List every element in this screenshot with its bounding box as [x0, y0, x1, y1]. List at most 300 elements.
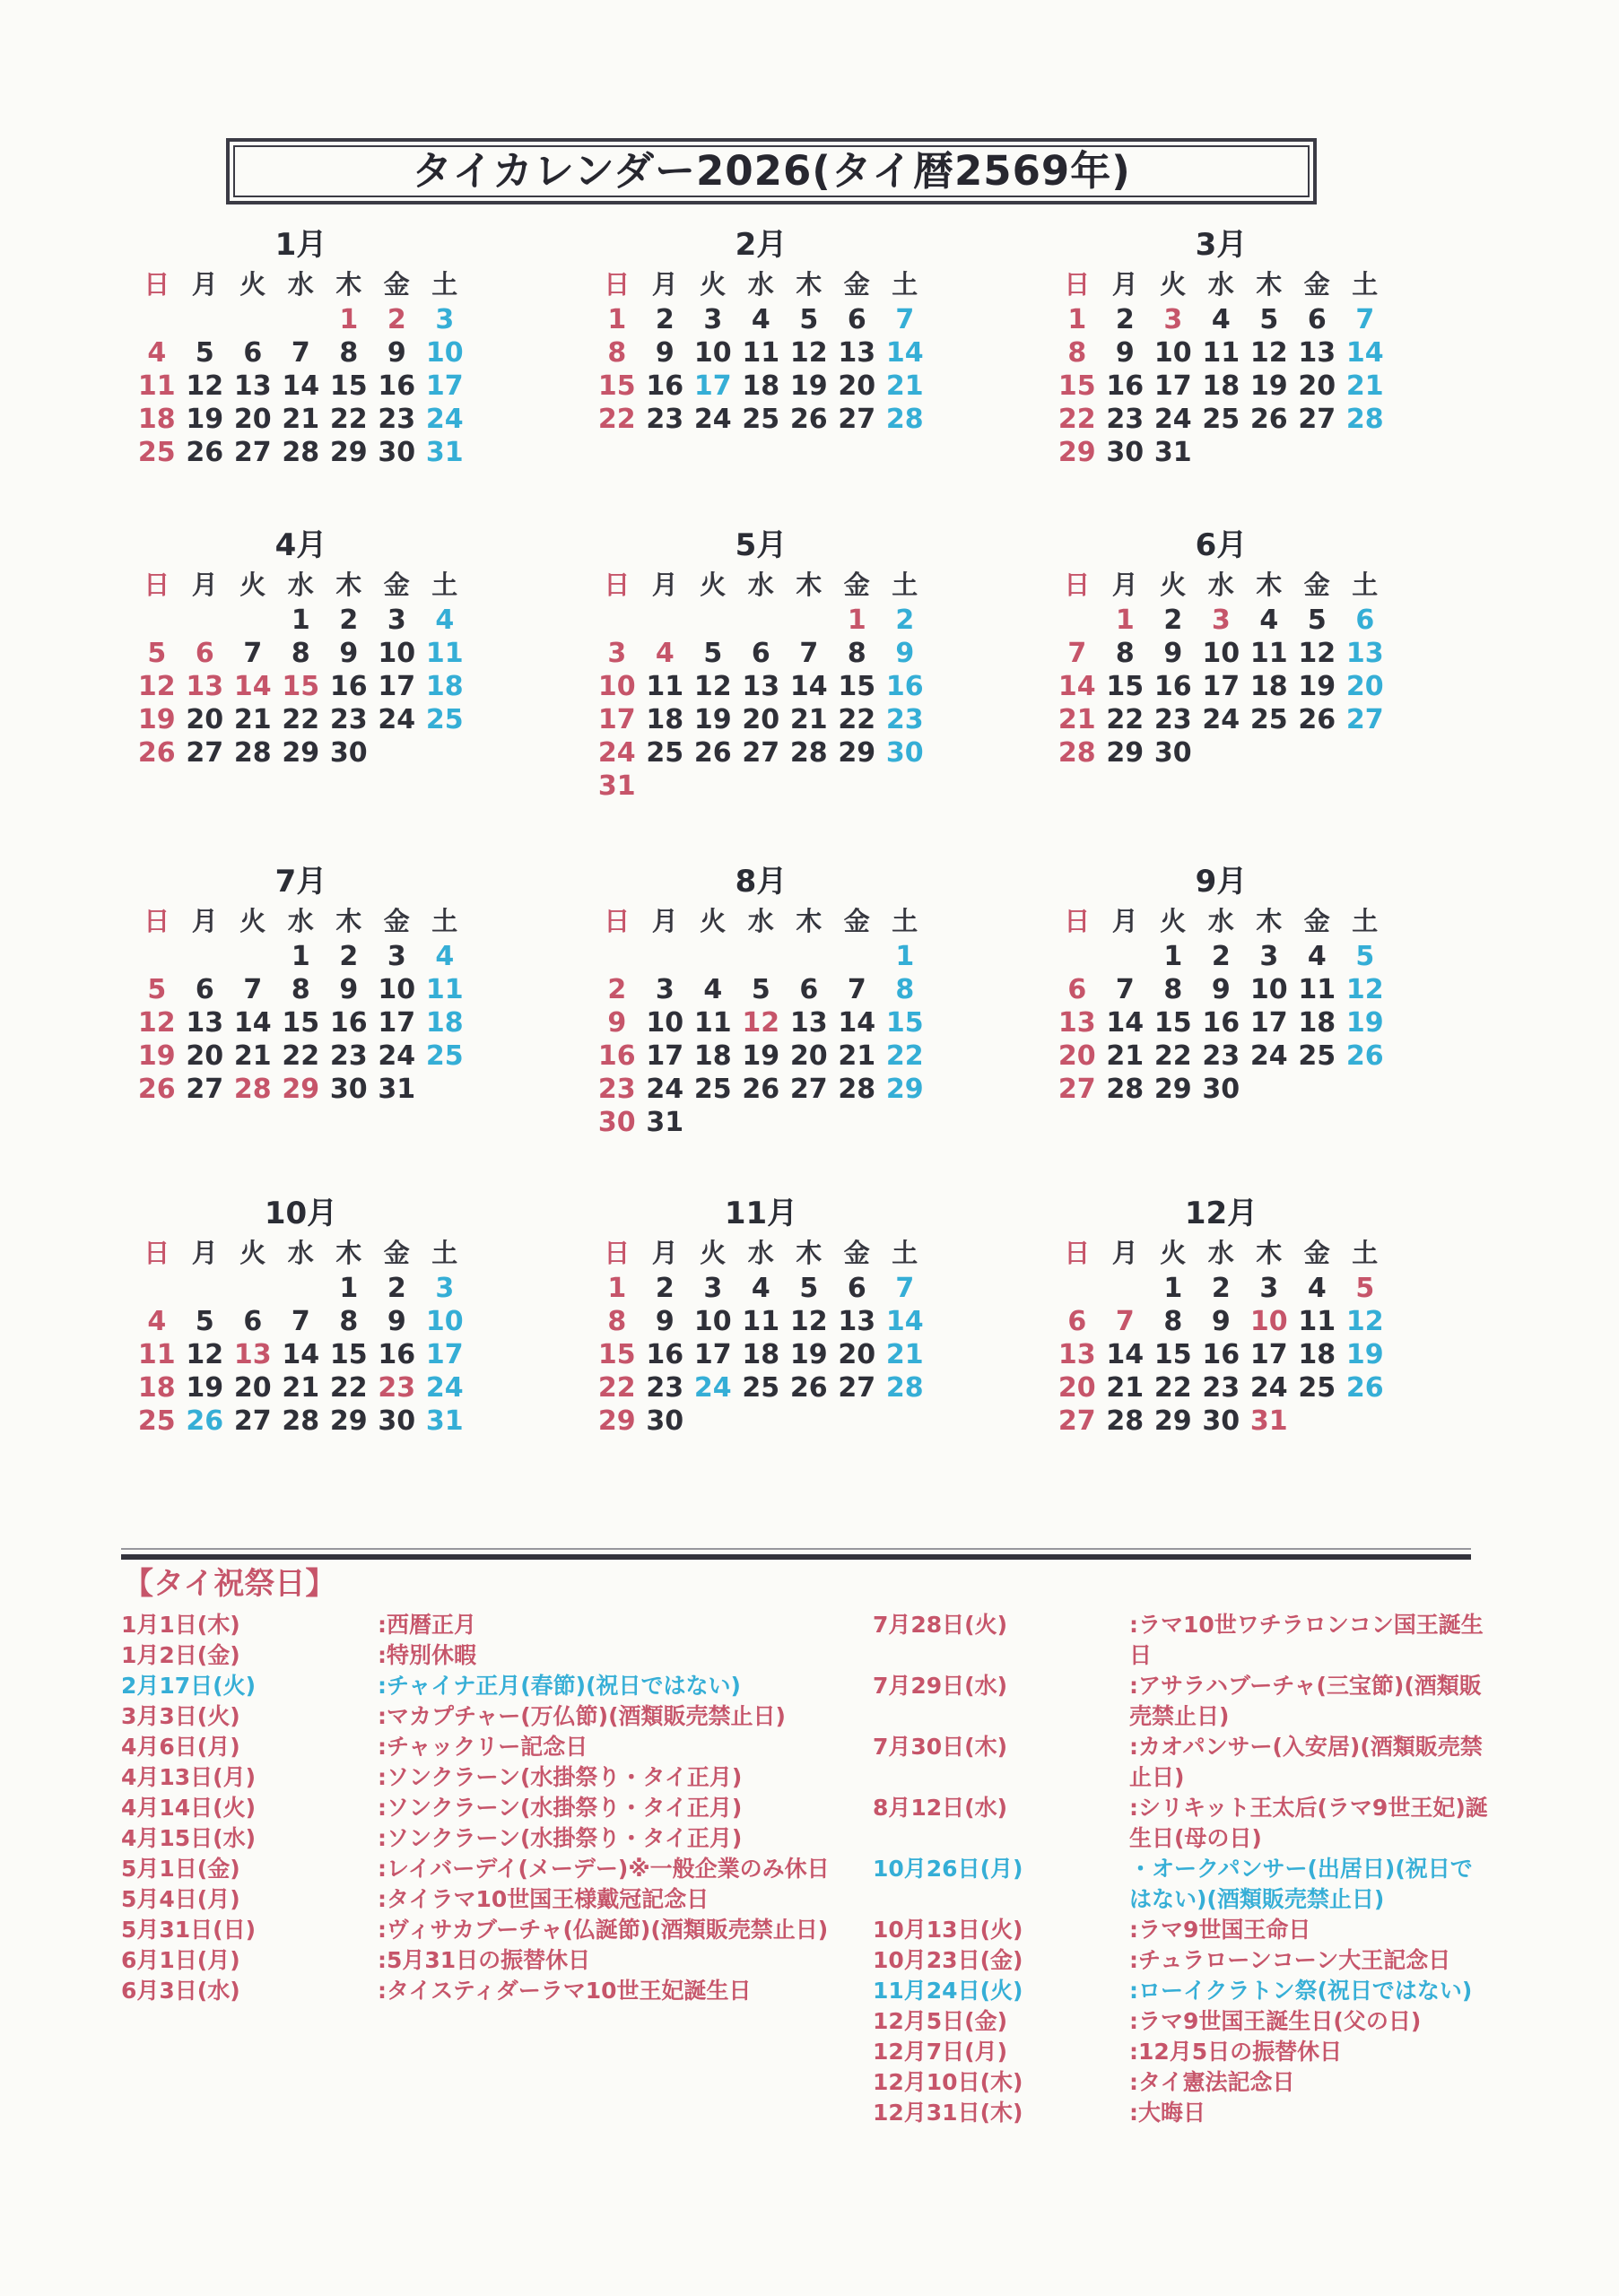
- day-cell: 12: [1298, 638, 1336, 669]
- day-cell: 14: [233, 1007, 272, 1039]
- day-cell: 9: [1115, 337, 1135, 369]
- day-cell: 5: [195, 337, 214, 369]
- weekday-label: 月: [651, 570, 678, 600]
- weekday-label: 木: [335, 906, 362, 936]
- day-cell: 24: [1202, 704, 1240, 735]
- day-cell: 8: [1163, 1306, 1183, 1337]
- day-cell: 8: [607, 337, 627, 369]
- week-row: [1053, 1073, 1389, 1106]
- day-cell: 6: [751, 638, 770, 669]
- day-cell: 7: [1115, 1306, 1135, 1337]
- holiday-description: :西暦正月: [378, 1612, 476, 1638]
- holiday-date: 7月29日(水): [873, 1673, 1008, 1699]
- weekday-label: 土: [1352, 906, 1379, 936]
- day-cell: 11: [425, 638, 464, 669]
- day-cell: 1: [895, 941, 915, 972]
- day-cell: 14: [1106, 1007, 1145, 1039]
- day-cell: 10: [1153, 337, 1192, 369]
- holiday-description: :特別休暇: [378, 1642, 476, 1668]
- week-row: [1053, 336, 1389, 370]
- weekday-label: 月: [191, 1238, 218, 1268]
- weekday-label: 月: [651, 269, 678, 300]
- holiday-item: [873, 2067, 1492, 2098]
- day-cell: 8: [1067, 337, 1087, 369]
- day-cell: 25: [1298, 1372, 1336, 1404]
- weekday-header-row: [593, 902, 929, 940]
- day-cell: 17: [1249, 1007, 1288, 1039]
- day-cell: 20: [838, 370, 876, 402]
- empty-cell: [785, 770, 833, 803]
- day-cell: 4: [435, 941, 455, 972]
- day-cell: 23: [378, 1372, 416, 1404]
- holiday-description: :5月31日の振替休日: [378, 1947, 591, 1973]
- empty-cell: [181, 604, 230, 637]
- empty-cell: [1341, 436, 1389, 469]
- day-cell: 27: [838, 1372, 876, 1404]
- week-row: [593, 604, 929, 637]
- page-title-box: [226, 138, 1317, 204]
- day-cell: 2: [1163, 604, 1183, 636]
- day-cell: 14: [1106, 1339, 1145, 1370]
- holiday-item: [121, 1732, 873, 1762]
- holiday-description: :チャイナ正月(春節)(祝日ではない): [378, 1673, 741, 1699]
- day-cell: 1: [1163, 941, 1183, 972]
- holiday-date: 4月13日(月): [121, 1764, 257, 1790]
- day-cell: 17: [597, 704, 636, 735]
- day-cell: 15: [597, 1339, 636, 1370]
- day-cell: 10: [693, 1306, 732, 1337]
- day-cell: 21: [1106, 1372, 1145, 1404]
- day-cell: 8: [1163, 974, 1183, 1005]
- day-cell: 22: [1153, 1040, 1192, 1072]
- day-cell: 14: [838, 1007, 876, 1039]
- day-cell: 25: [1202, 404, 1240, 435]
- day-cell: 22: [838, 704, 876, 735]
- day-cell: 30: [646, 1405, 684, 1437]
- weekday-label: 土: [431, 906, 458, 936]
- day-cell: 9: [1211, 974, 1231, 1005]
- weekday-label: 火: [1160, 906, 1187, 936]
- day-cell: 25: [742, 404, 780, 435]
- day-cell: 26: [742, 1074, 780, 1105]
- day-cell: 15: [1106, 671, 1145, 702]
- empty-cell: [785, 1405, 833, 1438]
- day-cell: 28: [1058, 737, 1096, 769]
- week-row: [1053, 1006, 1389, 1039]
- holiday-description: :大晦日: [1129, 2100, 1206, 2126]
- day-cell: 6: [799, 974, 819, 1005]
- day-cell: 27: [186, 1074, 224, 1105]
- month-name: 1月: [274, 227, 327, 263]
- holiday-date: 12月7日(月): [873, 2039, 1008, 2065]
- day-cell: 4: [1307, 1273, 1327, 1304]
- week-row: [593, 303, 929, 336]
- weekday-label: 月: [1111, 1238, 1138, 1268]
- month-name: 8月: [735, 864, 788, 900]
- empty-cell: [689, 770, 737, 803]
- day-cell: 28: [1345, 404, 1384, 435]
- day-cell: 28: [282, 437, 320, 468]
- holiday-item: [121, 1884, 873, 1915]
- day-cell: 19: [186, 1372, 224, 1404]
- empty-cell: [641, 770, 690, 803]
- day-cell: 18: [1249, 671, 1288, 702]
- day-cell: 28: [233, 1074, 272, 1105]
- weekday-label: 水: [287, 269, 314, 300]
- week-row: [1053, 670, 1389, 703]
- day-cell: 7: [291, 337, 310, 369]
- day-cell: 5: [1355, 941, 1375, 972]
- day-cell: 26: [186, 1405, 224, 1437]
- day-cell: 24: [1249, 1372, 1288, 1404]
- day-cell: 22: [329, 404, 368, 435]
- day-cell: 26: [693, 737, 732, 769]
- week-row: [1053, 1272, 1389, 1305]
- week-row: [593, 670, 929, 703]
- day-cell: 2: [655, 1273, 675, 1304]
- empty-cell: [1053, 604, 1101, 637]
- day-cell: 12: [186, 370, 224, 402]
- day-cell: 5: [1307, 604, 1327, 636]
- week-row: [133, 370, 469, 403]
- weekday-label: 月: [651, 906, 678, 936]
- day-cell: 27: [1058, 1074, 1096, 1105]
- day-cell: 16: [1106, 370, 1145, 402]
- months-grid: [133, 226, 1415, 1438]
- weekday-label: 火: [1160, 269, 1187, 300]
- weekday-label: 日: [1064, 269, 1091, 300]
- day-cell: 15: [838, 671, 876, 702]
- week-row: [133, 1006, 469, 1039]
- day-cell: 19: [1298, 671, 1336, 702]
- empty-cell: [833, 770, 882, 803]
- day-cell: 27: [233, 437, 272, 468]
- week-row: [1053, 436, 1389, 469]
- day-cell: 10: [425, 1306, 464, 1337]
- day-cell: 29: [282, 737, 320, 769]
- empty-cell: [1197, 736, 1246, 770]
- holiday-description: :ソンクラーン(水掛祭り・タイ正月): [378, 1795, 743, 1821]
- day-cell: 10: [1249, 974, 1288, 1005]
- holiday-description: :マカプチャー(万仏節)(酒類販売禁止日): [378, 1703, 786, 1729]
- day-cell: 20: [742, 704, 780, 735]
- holiday-date: 7月30日(木): [873, 1734, 1008, 1760]
- holiday-item: [873, 1671, 1492, 1732]
- day-cell: 6: [243, 1306, 263, 1337]
- weekday-label: 水: [287, 570, 314, 600]
- day-cell: 3: [1211, 604, 1231, 636]
- day-cell: 10: [425, 337, 464, 369]
- week-row: [593, 1272, 929, 1305]
- day-cell: 15: [282, 1007, 320, 1039]
- weekday-label: 木: [335, 1238, 362, 1268]
- day-cell: 30: [1202, 1405, 1240, 1437]
- day-cell: 15: [1153, 1007, 1192, 1039]
- day-cell: 25: [137, 437, 176, 468]
- day-cell: 19: [1249, 370, 1288, 402]
- day-cell: 4: [435, 604, 455, 636]
- day-cell: 22: [1106, 704, 1145, 735]
- holiday-description: :ソンクラーン(水掛祭り・タイ正月): [378, 1764, 743, 1790]
- day-cell: 6: [1307, 304, 1327, 335]
- day-cell: 3: [387, 941, 406, 972]
- month-10: [133, 1195, 469, 1438]
- empty-cell: [421, 1073, 469, 1106]
- month-name: 11月: [724, 1196, 798, 1231]
- day-cell: 21: [885, 1339, 924, 1370]
- week-row: [593, 1006, 929, 1039]
- day-cell: 10: [693, 337, 732, 369]
- holiday-date: 11月24日(火): [873, 1978, 1023, 2004]
- day-cell: 25: [693, 1074, 732, 1105]
- weekday-label: 水: [1207, 1238, 1234, 1268]
- weekday-label: 火: [239, 570, 266, 600]
- week-row: [133, 1338, 469, 1371]
- weekday-label: 木: [1256, 1238, 1283, 1268]
- day-cell: 31: [425, 1405, 464, 1437]
- day-cell: 19: [693, 704, 732, 735]
- weekday-label: 土: [431, 1238, 458, 1268]
- day-cell: 16: [646, 370, 684, 402]
- page-title-inner-border: [233, 145, 1310, 197]
- day-cell: 10: [378, 974, 416, 1005]
- month-3: [1053, 226, 1389, 469]
- weekday-header-row: [133, 1234, 469, 1272]
- week-row: [133, 1371, 469, 1405]
- day-cell: 16: [597, 1040, 636, 1072]
- day-cell: 27: [789, 1074, 828, 1105]
- empty-cell: [229, 940, 277, 973]
- month-1: [133, 226, 469, 469]
- day-cell: 25: [1298, 1040, 1336, 1072]
- day-cell: 24: [693, 1372, 732, 1404]
- day-cell: 28: [282, 1405, 320, 1437]
- empty-cell: [181, 303, 230, 336]
- empty-cell: [181, 940, 230, 973]
- empty-cell: [277, 303, 326, 336]
- day-cell: 16: [646, 1339, 684, 1370]
- day-cell: 21: [1106, 1040, 1145, 1072]
- empty-cell: [1341, 1073, 1389, 1106]
- day-cell: 22: [597, 1372, 636, 1404]
- day-cell: 5: [1355, 1273, 1375, 1304]
- day-cell: 18: [646, 704, 684, 735]
- week-row: [593, 1371, 929, 1405]
- holiday-description: :シリキット王太后(ラマ9世王妃)誕生日(母の日): [1129, 1795, 1488, 1851]
- day-cell: 28: [233, 737, 272, 769]
- week-row: [133, 604, 469, 637]
- day-cell: 15: [1058, 370, 1096, 402]
- day-cell: 13: [838, 337, 876, 369]
- weekday-label: 木: [1256, 269, 1283, 300]
- weekday-label: 日: [604, 906, 631, 936]
- weekday-label: 土: [431, 570, 458, 600]
- weekday-label: 金: [383, 269, 410, 300]
- week-row: [593, 1405, 929, 1438]
- day-cell: 11: [742, 337, 780, 369]
- day-cell: 23: [646, 1372, 684, 1404]
- holiday-item: [873, 1610, 1492, 1671]
- day-cell: 20: [789, 1040, 828, 1072]
- weekday-label: 月: [191, 570, 218, 600]
- day-cell: 9: [387, 1306, 406, 1337]
- day-cell: 28: [885, 404, 924, 435]
- empty-cell: [133, 1272, 181, 1305]
- week-row: [1053, 637, 1389, 670]
- day-cell: 20: [233, 404, 272, 435]
- day-cell: 20: [1298, 370, 1336, 402]
- week-row: [593, 336, 929, 370]
- day-cell: 21: [885, 370, 924, 402]
- day-cell: 23: [329, 704, 368, 735]
- empty-cell: [737, 1405, 786, 1438]
- day-cell: 23: [1202, 1372, 1240, 1404]
- holiday-description: :タイラマ10世国王様戴冠記念日: [378, 1886, 709, 1912]
- day-cell: 28: [838, 1074, 876, 1105]
- day-cell: 2: [339, 604, 359, 636]
- weekday-label: 火: [239, 906, 266, 936]
- day-cell: 9: [655, 337, 675, 369]
- holiday-description: :ソンクラーン(水掛祭り・タイ正月): [378, 1825, 743, 1851]
- holiday-item: [121, 1976, 873, 2006]
- day-cell: 12: [1345, 974, 1384, 1005]
- empty-cell: [1293, 736, 1342, 770]
- holiday-item: [873, 2098, 1492, 2128]
- empty-cell: [833, 940, 882, 973]
- weekday-label: 月: [191, 906, 218, 936]
- holiday-date: 7月28日(火): [873, 1612, 1008, 1638]
- holiday-date: 8月12日(水): [873, 1795, 1008, 1821]
- day-cell: 5: [147, 974, 167, 1005]
- day-cell: 6: [847, 304, 866, 335]
- month-5: [593, 526, 929, 803]
- holiday-item: [873, 2006, 1492, 2037]
- weekday-header-row: [1053, 265, 1389, 303]
- day-cell: 31: [1249, 1405, 1288, 1437]
- week-row: [593, 940, 929, 973]
- day-cell: 19: [789, 1339, 828, 1370]
- day-cell: 24: [646, 1074, 684, 1105]
- day-cell: 13: [742, 671, 780, 702]
- day-cell: 10: [378, 638, 416, 669]
- weekday-header-row: [1053, 902, 1389, 940]
- day-cell: 12: [137, 671, 176, 702]
- day-cell: 23: [885, 704, 924, 735]
- empty-cell: [689, 1106, 737, 1139]
- empty-cell: [785, 604, 833, 637]
- day-cell: 11: [425, 974, 464, 1005]
- day-cell: 12: [693, 671, 732, 702]
- week-row: [1053, 1405, 1389, 1438]
- day-cell: 13: [1058, 1007, 1096, 1039]
- weekday-label: 木: [796, 1238, 823, 1268]
- day-cell: 29: [838, 737, 876, 769]
- week-row: [133, 736, 469, 770]
- weekday-label: 木: [796, 269, 823, 300]
- day-cell: 1: [847, 604, 866, 636]
- week-row: [1053, 604, 1389, 637]
- holiday-section: [121, 1548, 1488, 2128]
- day-cell: 25: [425, 704, 464, 735]
- empty-cell: [229, 604, 277, 637]
- day-cell: 3: [703, 1273, 723, 1304]
- day-cell: 11: [1298, 974, 1336, 1005]
- week-row: [133, 1073, 469, 1106]
- day-cell: 4: [1307, 941, 1327, 972]
- day-cell: 31: [646, 1107, 684, 1138]
- holiday-column-left: [121, 1610, 873, 2006]
- day-cell: 12: [1345, 1306, 1384, 1337]
- day-cell: 22: [885, 1040, 924, 1072]
- day-cell: 28: [789, 737, 828, 769]
- day-cell: 14: [233, 671, 272, 702]
- day-cell: 16: [329, 1007, 368, 1039]
- day-cell: 4: [751, 1273, 770, 1304]
- weekday-header-row: [593, 265, 929, 303]
- weekday-label: 土: [431, 269, 458, 300]
- day-cell: 18: [425, 1007, 464, 1039]
- weekday-label: 金: [1303, 906, 1330, 936]
- day-cell: 6: [1067, 974, 1087, 1005]
- day-cell: 13: [789, 1007, 828, 1039]
- empty-cell: [421, 736, 469, 770]
- month-8: [593, 863, 929, 1139]
- month-11: [593, 1195, 929, 1438]
- day-cell: 2: [655, 304, 675, 335]
- day-cell: 4: [655, 638, 675, 669]
- empty-cell: [229, 303, 277, 336]
- day-cell: 28: [885, 1372, 924, 1404]
- week-row: [593, 1106, 929, 1139]
- month-name: 9月: [1195, 864, 1248, 900]
- day-cell: 31: [1153, 437, 1192, 468]
- day-cell: 19: [137, 704, 176, 735]
- day-cell: 18: [1298, 1007, 1336, 1039]
- weekday-label: 火: [1160, 1238, 1187, 1268]
- day-cell: 2: [607, 974, 627, 1005]
- day-cell: 26: [1345, 1372, 1384, 1404]
- day-cell: 16: [1202, 1339, 1240, 1370]
- day-cell: 18: [1298, 1339, 1336, 1370]
- weekday-label: 水: [747, 906, 774, 936]
- month-name: 3月: [1195, 227, 1248, 263]
- day-cell: 9: [607, 1007, 627, 1039]
- day-cell: 7: [799, 638, 819, 669]
- day-cell: 14: [282, 370, 320, 402]
- day-cell: 9: [895, 638, 915, 669]
- week-row: [1053, 973, 1389, 1006]
- empty-cell: [689, 604, 737, 637]
- weekday-label: 日: [1064, 1238, 1091, 1268]
- day-cell: 19: [742, 1040, 780, 1072]
- weekday-label: 水: [1207, 570, 1234, 600]
- day-cell: 17: [646, 1040, 684, 1072]
- holiday-description: :ローイクラトン祭(祝日ではない): [1129, 1978, 1473, 2004]
- day-cell: 16: [378, 370, 416, 402]
- weekday-label: 木: [796, 906, 823, 936]
- day-cell: 27: [1298, 404, 1336, 435]
- weekday-label: 土: [1352, 1238, 1379, 1268]
- month-name: 5月: [735, 527, 788, 563]
- holiday-date: 12月10日(木): [873, 2069, 1023, 2095]
- holiday-item: [873, 2037, 1492, 2067]
- weekday-header-row: [1053, 566, 1389, 604]
- holiday-date: 1月1日(木): [121, 1612, 240, 1638]
- week-row: [1053, 303, 1389, 336]
- weekday-label: 日: [604, 570, 631, 600]
- week-row: [133, 436, 469, 469]
- holiday-date: 6月3日(水): [121, 1978, 240, 2004]
